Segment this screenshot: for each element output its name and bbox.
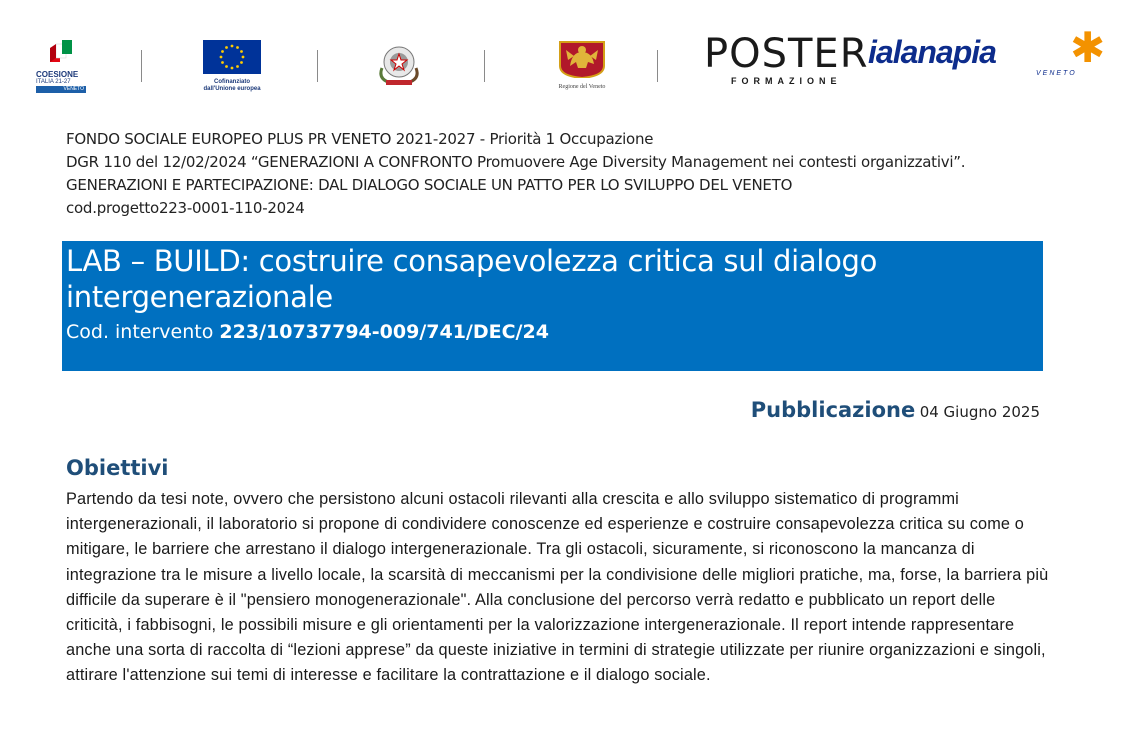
eu-caption-1: Cofinanziato — [214, 79, 250, 85]
fund-info — [66, 128, 1056, 220]
intervention-code — [66, 320, 549, 344]
ial-word-1: ial — [868, 34, 901, 70]
coesione-line3: VENETO — [36, 86, 86, 93]
veneto-caption: Regione del Veneto — [558, 84, 606, 90]
italian-emblem-icon — [372, 42, 426, 88]
logo-strip — [0, 24, 1124, 98]
coesione-line1: COESIONE — [36, 70, 79, 79]
intervention-code-label: Cod. intervento — [66, 321, 220, 343]
intervention-code-value: 223/10737794-009/741/DEC/24 — [219, 321, 549, 343]
ial-word-2: anapia — [900, 34, 996, 70]
eu-logo — [198, 40, 266, 93]
coesione-icon — [36, 40, 80, 66]
objectives-paragraph: Partendo da tesi note, ovvero che persistono alcuni ostacoli rilevanti alla crescita e allo sviluppo sistematico di programmi intergenerazionali, il laboratorio si propone di condividere conoscenze ed esperienze e costruire consapevolezza critica su come o mitigare, le barriere che arrestano il dialogo intergenerazionale. Tra gli ostacoli, sicuramente, si riconoscono la mancanza di integrazione tra le misure a livello locale, la scarsità di meccanismi per la condivisione delle migliori pratiche, ma, forse, la barriera più difficile da superare è il "pensiero monogenerazionale". Alla conclusione del percorso verrà redatto e pubblicato un report delle criticità, i fabbisogni, le possibili misure e gli orientamenti per la valorizzazione intergenerazionale. Il report intende rappresentare anche una sorta di raccolta di “lezioni apprese” da queste iniziative in termini di strategie utilizzate per riunire organizzazioni e singoli, attirare l'attenzione sui temi di interesse e facilitare la contrattazione e il dialogo sociale. — [66, 490, 1049, 685]
asterisk-icon: ✱ — [1070, 24, 1106, 71]
publication-line — [751, 398, 1040, 422]
eu-caption-2: dall'Unione europea — [203, 86, 261, 92]
logo-divider — [657, 50, 658, 82]
coesione-line2: ITALIA 21-27 — [36, 79, 71, 85]
eu-flag-icon — [203, 40, 261, 74]
fund-line-3: cod.progetto223-0001-110-2024 — [66, 199, 305, 217]
coesione-italia-logo — [36, 40, 86, 93]
logo-divider — [317, 50, 318, 82]
repubblica-italiana-emblem — [372, 42, 426, 93]
regione-veneto-logo — [552, 40, 612, 90]
poster-sub-text: FORMAZIONE — [731, 76, 842, 86]
title-banner — [62, 241, 1043, 371]
fund-line-1: FONDO SOCIALE EUROPEO PLUS PR VENETO 2021-2027 - Priorità 1 Occupazione — [66, 130, 654, 148]
course-title: LAB – BUILD: costruire consapevolezza critica sul dialogo intergenerazionale — [66, 244, 878, 314]
poster-main-text: POSTER — [704, 31, 869, 77]
lion-of-saint-mark-icon — [558, 40, 606, 78]
poster-formazione-logo — [704, 31, 869, 86]
logo-divider — [484, 50, 485, 82]
objectives-heading: Obiettivi — [66, 456, 169, 480]
publication-date: 04 Giugno 2025 — [919, 403, 1040, 421]
ial-sub-text: VENETO — [1036, 70, 1077, 77]
publication-label: Pubblicazione — [750, 398, 916, 422]
fund-line-2: DGR 110 del 12/02/2024 “GENERAZIONI A CONFRONTO Promuovere Age Diversity Management nei contesti organizzativi”. GENERAZIONI E PARTECIPAZIONE: DAL DIALOGO SOCIALE UN PATTO PER LO SVILUPPO DEL VENETO — [66, 153, 966, 194]
ialanapia-logo — [868, 24, 1106, 77]
logo-divider — [141, 50, 142, 82]
